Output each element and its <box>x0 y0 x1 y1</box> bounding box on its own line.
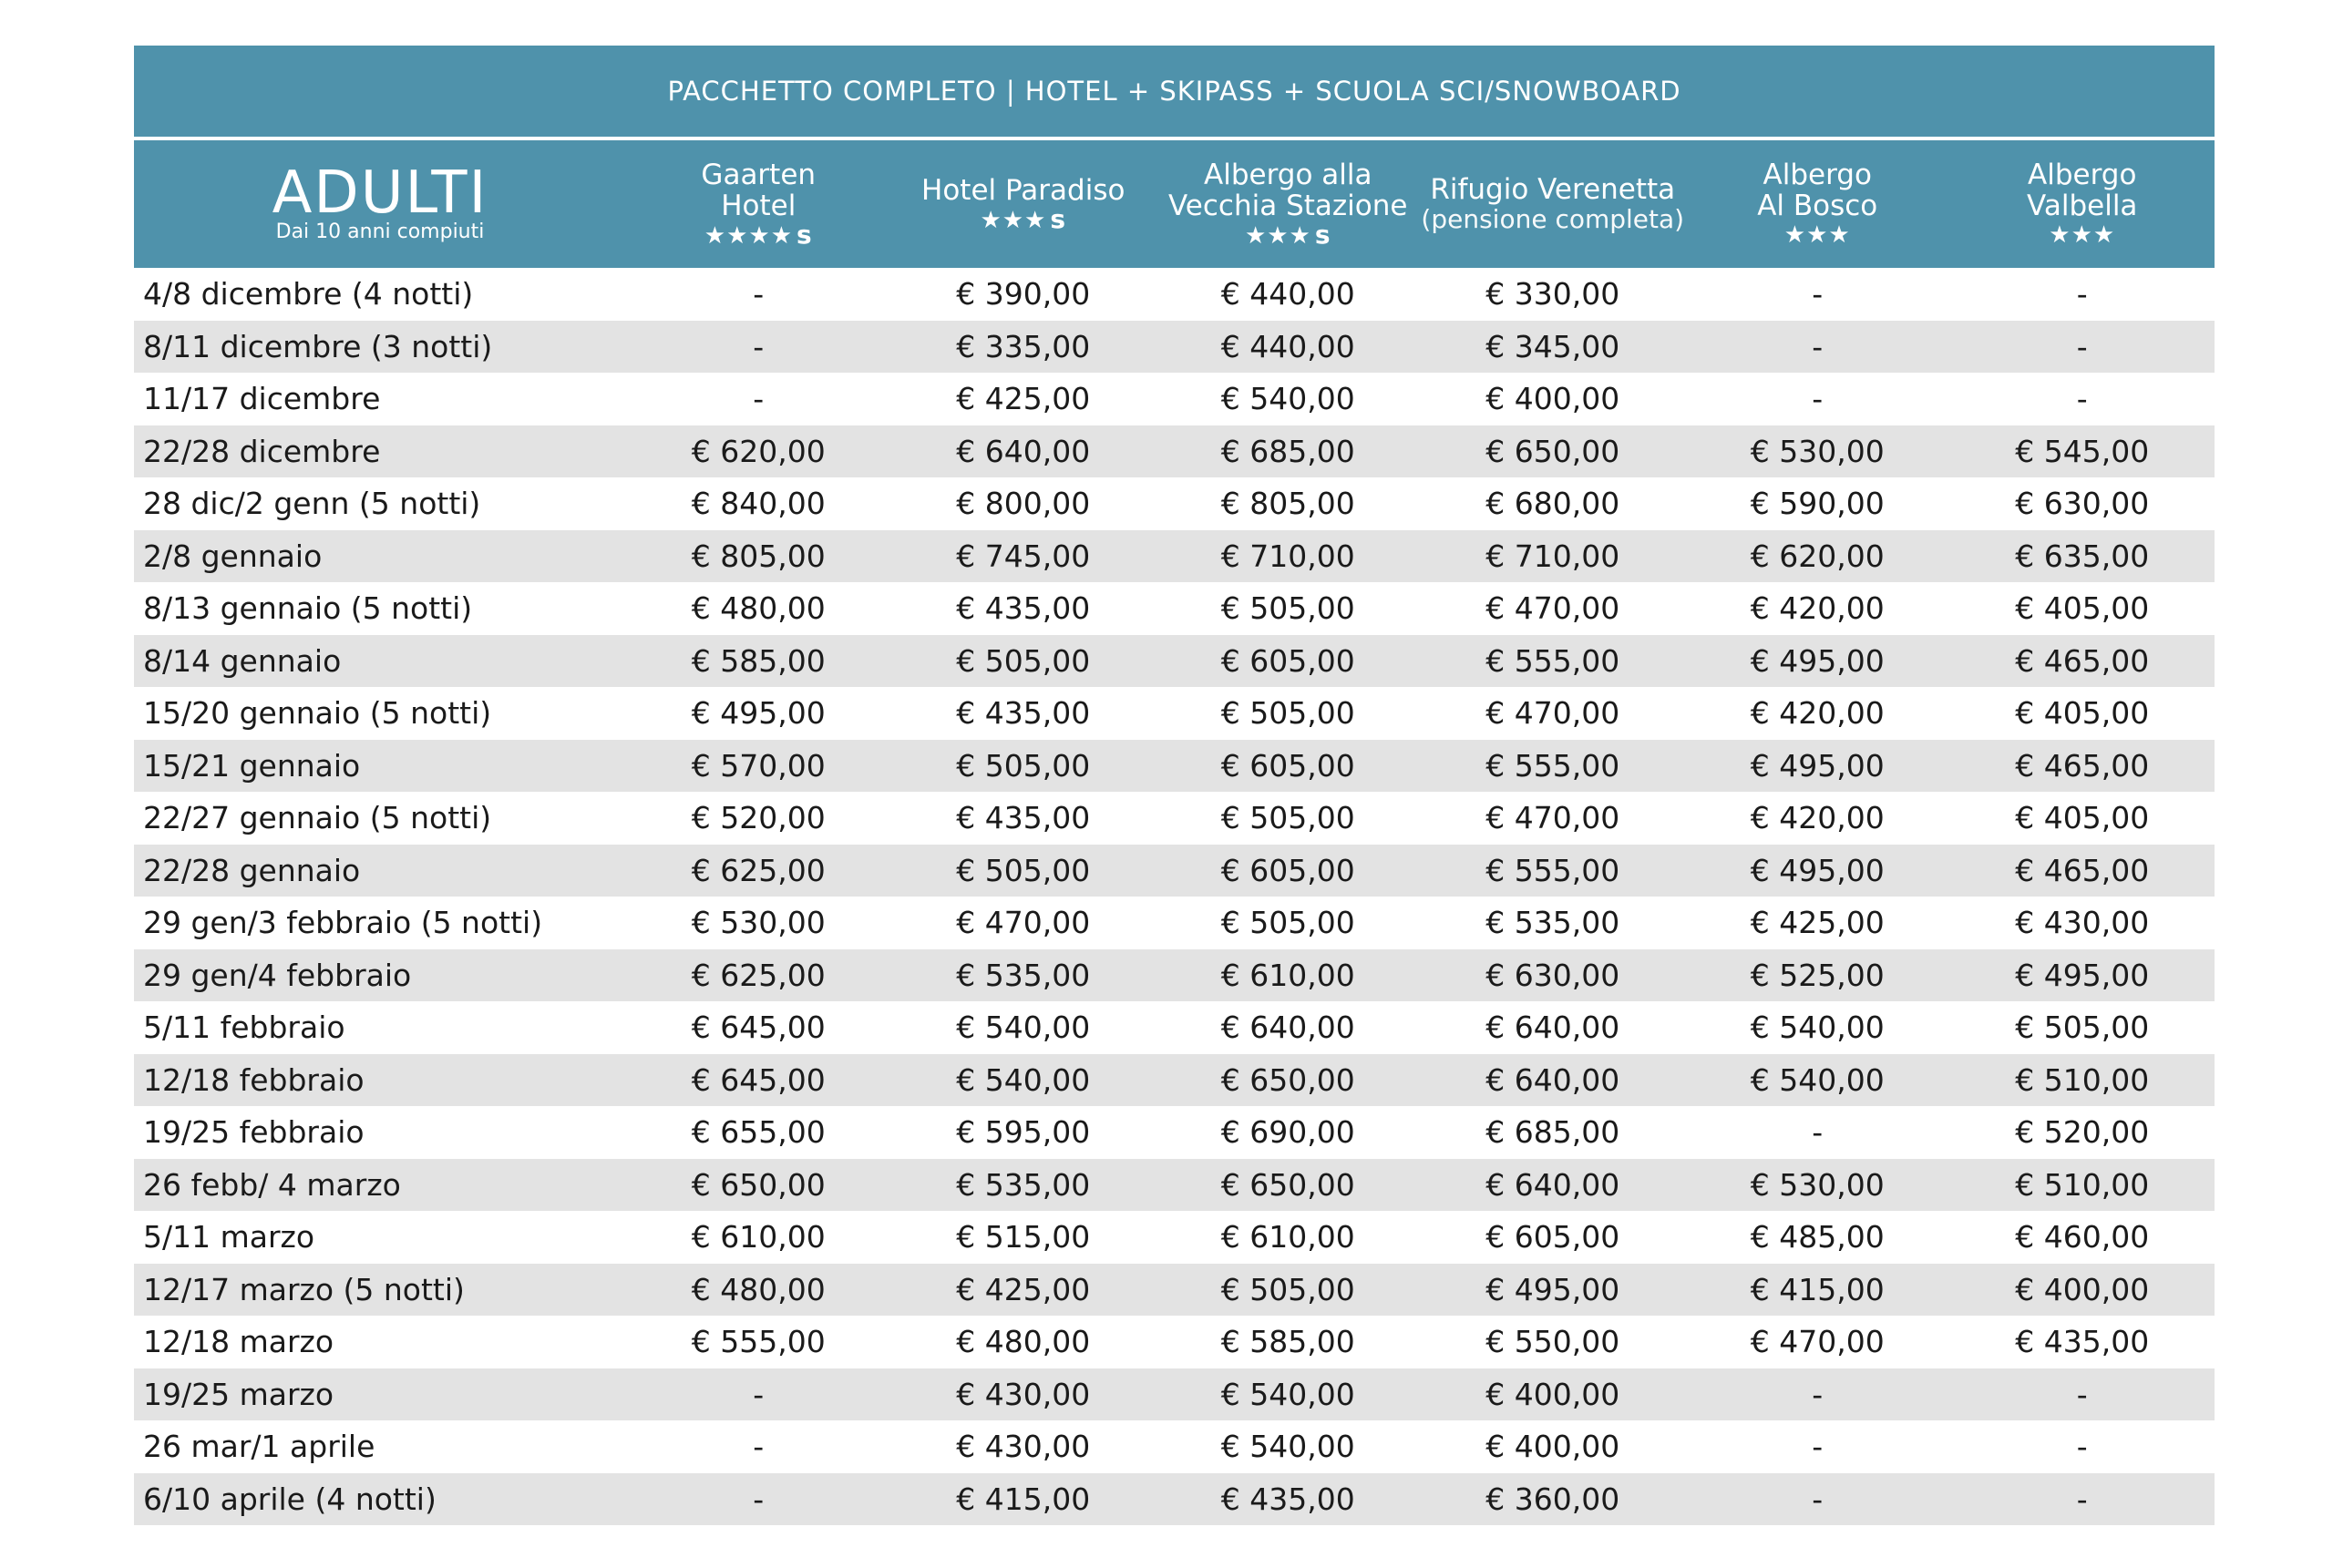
table-row <box>134 1368 2215 1421</box>
price-cell: - <box>2076 1429 2088 1465</box>
price-cell: € 805,00 <box>691 538 826 574</box>
period-cell: 29 gen/3 febbraio (5 notti) <box>143 905 543 941</box>
price-cell: € 335,00 <box>956 328 1091 364</box>
price-cell: € 470,00 <box>1485 695 1620 732</box>
price-cell: € 530,00 <box>1750 433 1885 469</box>
superior-mark: s <box>1050 203 1067 234</box>
price-cell: € 480,00 <box>691 1271 826 1307</box>
price-cell: € 620,00 <box>1750 538 1885 574</box>
price-cell: € 625,00 <box>691 852 826 888</box>
price-cell: € 540,00 <box>1750 1061 1885 1098</box>
price-cell: € 415,00 <box>956 1481 1091 1517</box>
price-cell: € 530,00 <box>1750 1166 1885 1203</box>
price-cell: € 400,00 <box>1485 381 1620 417</box>
star-icon: ★★★ <box>980 206 1047 234</box>
price-cell: € 435,00 <box>2015 1324 2150 1360</box>
price-cell: € 650,00 <box>1220 1166 1355 1203</box>
price-cell: € 540,00 <box>1220 381 1355 417</box>
price-cell: € 585,00 <box>1220 1324 1355 1360</box>
price-cell: € 840,00 <box>691 486 826 522</box>
price-cell: € 710,00 <box>1485 538 1620 574</box>
price-cell: € 630,00 <box>2015 486 2150 522</box>
table-row <box>134 321 2215 374</box>
price-cell: € 690,00 <box>1220 1114 1355 1151</box>
table-body <box>134 268 2215 1525</box>
period-cell: 28 dic/2 genn (5 notti) <box>143 486 481 522</box>
price-cell: € 425,00 <box>1750 905 1885 941</box>
table-row <box>134 582 2215 635</box>
price-table <box>134 46 2215 1525</box>
price-cell: € 495,00 <box>2015 957 2150 993</box>
period-cell: 8/11 dicembre (3 notti) <box>143 328 493 364</box>
price-cell: - <box>753 381 765 417</box>
hotel-header <box>1685 140 1950 268</box>
period-cell: 2/8 gennaio <box>143 538 323 574</box>
price-cell: € 505,00 <box>956 852 1091 888</box>
price-cell: € 435,00 <box>956 590 1091 627</box>
price-cell: € 605,00 <box>1220 642 1355 679</box>
price-cell: € 425,00 <box>956 1271 1091 1307</box>
table-row <box>134 897 2215 949</box>
table-row <box>134 477 2215 530</box>
price-cell: € 400,00 <box>2015 1271 2150 1307</box>
star-rating <box>704 221 813 250</box>
price-cell: € 440,00 <box>1220 276 1355 313</box>
price-cell: € 640,00 <box>1485 1061 1620 1098</box>
price-cell: - <box>1812 1376 1824 1412</box>
price-cell: € 495,00 <box>1750 642 1885 679</box>
price-cell: € 495,00 <box>1485 1271 1620 1307</box>
price-cell: € 540,00 <box>956 1061 1091 1098</box>
table-row <box>134 1001 2215 1054</box>
period-cell: 5/11 febbraio <box>143 1009 345 1046</box>
price-cell: - <box>2076 328 2088 364</box>
period-cell: 26 febb/ 4 marzo <box>143 1166 401 1203</box>
price-cell: € 605,00 <box>1485 1219 1620 1255</box>
price-cell: € 495,00 <box>1750 852 1885 888</box>
price-cell: - <box>1812 1114 1824 1151</box>
table-row <box>134 845 2215 897</box>
price-cell: € 430,00 <box>956 1376 1091 1412</box>
price-cell: € 515,00 <box>956 1219 1091 1255</box>
period-cell: 8/13 gennaio (5 notti) <box>143 590 473 627</box>
price-cell: € 465,00 <box>2015 852 2150 888</box>
period-cell: 22/27 gennaio (5 notti) <box>143 800 492 836</box>
price-cell: € 360,00 <box>1485 1481 1620 1517</box>
price-cell: € 595,00 <box>956 1114 1091 1151</box>
price-cell: - <box>1812 1429 1824 1465</box>
price-cell: € 650,00 <box>1220 1061 1355 1098</box>
price-cell: € 605,00 <box>1220 852 1355 888</box>
price-cell: € 655,00 <box>691 1114 826 1151</box>
period-cell: 4/8 dicembre (4 notti) <box>143 276 474 313</box>
price-cell: € 640,00 <box>1485 1009 1620 1046</box>
price-cell: € 465,00 <box>2015 747 2150 784</box>
price-cell: € 585,00 <box>691 642 826 679</box>
price-cell: € 535,00 <box>956 957 1091 993</box>
price-cell: € 645,00 <box>691 1009 826 1046</box>
price-cell: € 800,00 <box>956 486 1091 522</box>
price-cell: € 470,00 <box>1485 800 1620 836</box>
hotel-header <box>1950 140 2215 268</box>
price-cell: € 605,00 <box>1220 747 1355 784</box>
price-cell: € 435,00 <box>956 800 1091 836</box>
price-cell: € 420,00 <box>1750 800 1885 836</box>
period-cell: 19/25 marzo <box>143 1376 334 1412</box>
price-cell: € 630,00 <box>1485 957 1620 993</box>
package-banner: PACCHETTO COMPLETO | HOTEL + SKIPASS + SCUOLA SCI/SNOWBOARD <box>134 46 2215 137</box>
price-cell: - <box>753 276 765 313</box>
category-header <box>134 140 626 268</box>
table-row <box>134 792 2215 845</box>
hotel-name-line2: Valbella <box>2027 190 2138 222</box>
price-cell: € 430,00 <box>2015 905 2150 941</box>
period-cell: 11/17 dicembre <box>143 381 381 417</box>
hotel-name-line2: Al Bosco <box>1757 190 1878 222</box>
price-cell: € 415,00 <box>1750 1271 1885 1307</box>
star-rating <box>1784 221 1851 249</box>
period-cell: 8/14 gennaio <box>143 642 342 679</box>
price-cell: € 685,00 <box>1485 1114 1620 1151</box>
price-cell: € 495,00 <box>1750 747 1885 784</box>
price-cell: € 540,00 <box>1220 1429 1355 1465</box>
table-row <box>134 1420 2215 1473</box>
price-cell: - <box>2076 1376 2088 1412</box>
hotel-name-line2: Vecchia Stazione <box>1168 189 1408 222</box>
price-cell: € 505,00 <box>2015 1009 2150 1046</box>
price-cell: € 460,00 <box>2015 1219 2150 1255</box>
price-cell: € 525,00 <box>1750 957 1885 993</box>
price-cell: - <box>753 1481 765 1517</box>
price-cell: - <box>1812 328 1824 364</box>
superior-mark: s <box>1314 219 1331 250</box>
period-cell: 12/17 marzo (5 notti) <box>143 1271 465 1307</box>
period-cell: 15/20 gennaio (5 notti) <box>143 695 492 732</box>
period-cell: 19/25 febbraio <box>143 1114 365 1151</box>
price-cell: € 680,00 <box>1485 486 1620 522</box>
price-cell: € 330,00 <box>1485 276 1620 313</box>
price-cell: € 625,00 <box>691 957 826 993</box>
period-cell: 6/10 aprile (4 notti) <box>143 1481 437 1517</box>
price-cell: € 505,00 <box>956 642 1091 679</box>
price-cell: € 530,00 <box>691 905 826 941</box>
table-row <box>134 740 2215 793</box>
price-cell: € 555,00 <box>1485 852 1620 888</box>
table-row <box>134 425 2215 478</box>
price-cell: € 470,00 <box>1750 1324 1885 1360</box>
price-cell: € 610,00 <box>691 1219 826 1255</box>
price-cell: € 390,00 <box>956 276 1091 313</box>
price-cell: € 440,00 <box>1220 328 1355 364</box>
hotel-name: Hotel Paradiso <box>921 173 1125 207</box>
price-cell: € 640,00 <box>1220 1009 1355 1046</box>
price-cell: € 645,00 <box>691 1061 826 1098</box>
price-cell: € 535,00 <box>956 1166 1091 1203</box>
table-row <box>134 1316 2215 1368</box>
price-cell: - <box>2076 276 2088 313</box>
hotel-name: Albergo <box>2028 159 2137 191</box>
price-cell: € 650,00 <box>1485 433 1620 469</box>
period-cell: 26 mar/1 aprile <box>143 1429 375 1465</box>
price-cell: € 650,00 <box>691 1166 826 1203</box>
price-cell: € 805,00 <box>1220 486 1355 522</box>
price-cell: € 420,00 <box>1750 590 1885 627</box>
star-icon: ★★★★ <box>704 221 794 250</box>
price-cell: € 485,00 <box>1750 1219 1885 1255</box>
price-cell: € 520,00 <box>691 800 826 836</box>
table-row <box>134 1473 2215 1526</box>
price-cell: € 510,00 <box>2015 1166 2150 1203</box>
price-cell: € 430,00 <box>956 1429 1091 1465</box>
price-cell: € 540,00 <box>1750 1009 1885 1046</box>
price-cell: - <box>753 1376 765 1412</box>
table-row <box>134 1211 2215 1264</box>
price-cell: € 745,00 <box>956 538 1091 574</box>
period-cell: 12/18 febbraio <box>143 1061 365 1098</box>
price-cell: € 590,00 <box>1750 486 1885 522</box>
price-cell: € 555,00 <box>1485 642 1620 679</box>
price-cell: € 470,00 <box>1485 590 1620 627</box>
price-cell: € 400,00 <box>1485 1376 1620 1412</box>
price-cell: € 550,00 <box>1485 1324 1620 1360</box>
table-row <box>134 687 2215 740</box>
price-cell: € 505,00 <box>956 747 1091 784</box>
period-cell: 15/21 gennaio <box>143 747 361 784</box>
hotel-name: Albergo alla <box>1204 158 1372 191</box>
price-cell: € 520,00 <box>2015 1114 2150 1151</box>
price-cell: € 495,00 <box>691 695 826 732</box>
star-icon: ★★★ <box>1783 221 1851 249</box>
price-cell: € 505,00 <box>1220 1271 1355 1307</box>
star-icon: ★★★ <box>1244 221 1311 250</box>
table-row <box>134 1159 2215 1212</box>
price-cell: € 505,00 <box>1220 695 1355 732</box>
price-cell: € 710,00 <box>1220 538 1355 574</box>
price-cell: - <box>1812 381 1824 417</box>
price-cell: € 435,00 <box>956 695 1091 732</box>
price-cell: - <box>2076 381 2088 417</box>
price-cell: € 505,00 <box>1220 800 1355 836</box>
hotel-name: Albergo <box>1763 159 1872 191</box>
star-icon: ★★★ <box>2049 221 2116 249</box>
star-rating <box>980 203 1067 234</box>
hotel-header <box>1156 140 1421 268</box>
table-row <box>134 1264 2215 1317</box>
price-cell: € 540,00 <box>1220 1376 1355 1412</box>
table-row <box>134 268 2215 321</box>
price-cell: € 555,00 <box>1485 747 1620 784</box>
period-cell: 22/28 gennaio <box>143 852 361 888</box>
table-row <box>134 373 2215 425</box>
hotel-name: Rifugio Verenetta <box>1430 173 1676 206</box>
price-cell: € 535,00 <box>1485 905 1620 941</box>
period-cell: 29 gen/4 febbraio <box>143 957 412 993</box>
table-header <box>134 140 2215 268</box>
price-cell: € 610,00 <box>1220 957 1355 993</box>
price-cell: € 555,00 <box>691 1324 826 1360</box>
price-cell: € 570,00 <box>691 747 826 784</box>
period-cell: 22/28 dicembre <box>143 433 381 469</box>
table-row <box>134 1054 2215 1107</box>
category-subtitle: Dai 10 anni compiuti <box>275 220 485 243</box>
hotel-name-line2: Hotel <box>721 189 797 222</box>
price-cell: € 470,00 <box>956 905 1091 941</box>
price-cell: - <box>1812 276 1824 313</box>
hotel-header <box>1421 140 1686 268</box>
price-cell: € 620,00 <box>691 433 826 469</box>
price-cell: - <box>753 1429 765 1465</box>
table-row <box>134 949 2215 1002</box>
price-cell: - <box>1812 1481 1824 1517</box>
table-row <box>134 635 2215 688</box>
price-cell: € 640,00 <box>956 433 1091 469</box>
hotel-name: Gaarten <box>701 158 817 191</box>
price-cell: € 405,00 <box>2015 590 2150 627</box>
star-rating <box>2049 221 2115 249</box>
price-cell: € 425,00 <box>956 381 1091 417</box>
price-cell: - <box>2076 1481 2088 1517</box>
table-row <box>134 530 2215 583</box>
period-cell: 12/18 marzo <box>143 1324 334 1360</box>
hotel-note: (pensione completa) <box>1421 204 1685 234</box>
period-cell: 5/11 marzo <box>143 1219 315 1255</box>
price-cell: € 545,00 <box>2015 433 2150 469</box>
price-cell: € 405,00 <box>2015 695 2150 732</box>
price-cell: € 635,00 <box>2015 538 2150 574</box>
superior-mark: s <box>797 219 813 250</box>
price-cell: € 510,00 <box>2015 1061 2150 1098</box>
hotel-header <box>891 140 1156 268</box>
category-title: ADULTI <box>272 159 488 227</box>
price-cell: € 480,00 <box>956 1324 1091 1360</box>
star-rating <box>1245 221 1331 250</box>
price-cell: € 685,00 <box>1220 433 1355 469</box>
table-row <box>134 1106 2215 1159</box>
price-cell: € 480,00 <box>691 590 826 627</box>
price-cell: € 465,00 <box>2015 642 2150 679</box>
price-cell: € 640,00 <box>1485 1166 1620 1203</box>
price-cell: - <box>753 328 765 364</box>
price-cell: € 540,00 <box>956 1009 1091 1046</box>
price-cell: € 435,00 <box>1220 1481 1355 1517</box>
price-cell: € 505,00 <box>1220 590 1355 627</box>
price-cell: € 405,00 <box>2015 800 2150 836</box>
hotel-header <box>626 140 891 268</box>
price-cell: € 345,00 <box>1485 328 1620 364</box>
price-cell: € 420,00 <box>1750 695 1885 732</box>
price-cell: € 505,00 <box>1220 905 1355 941</box>
price-cell: € 400,00 <box>1485 1429 1620 1465</box>
price-cell: € 610,00 <box>1220 1219 1355 1255</box>
